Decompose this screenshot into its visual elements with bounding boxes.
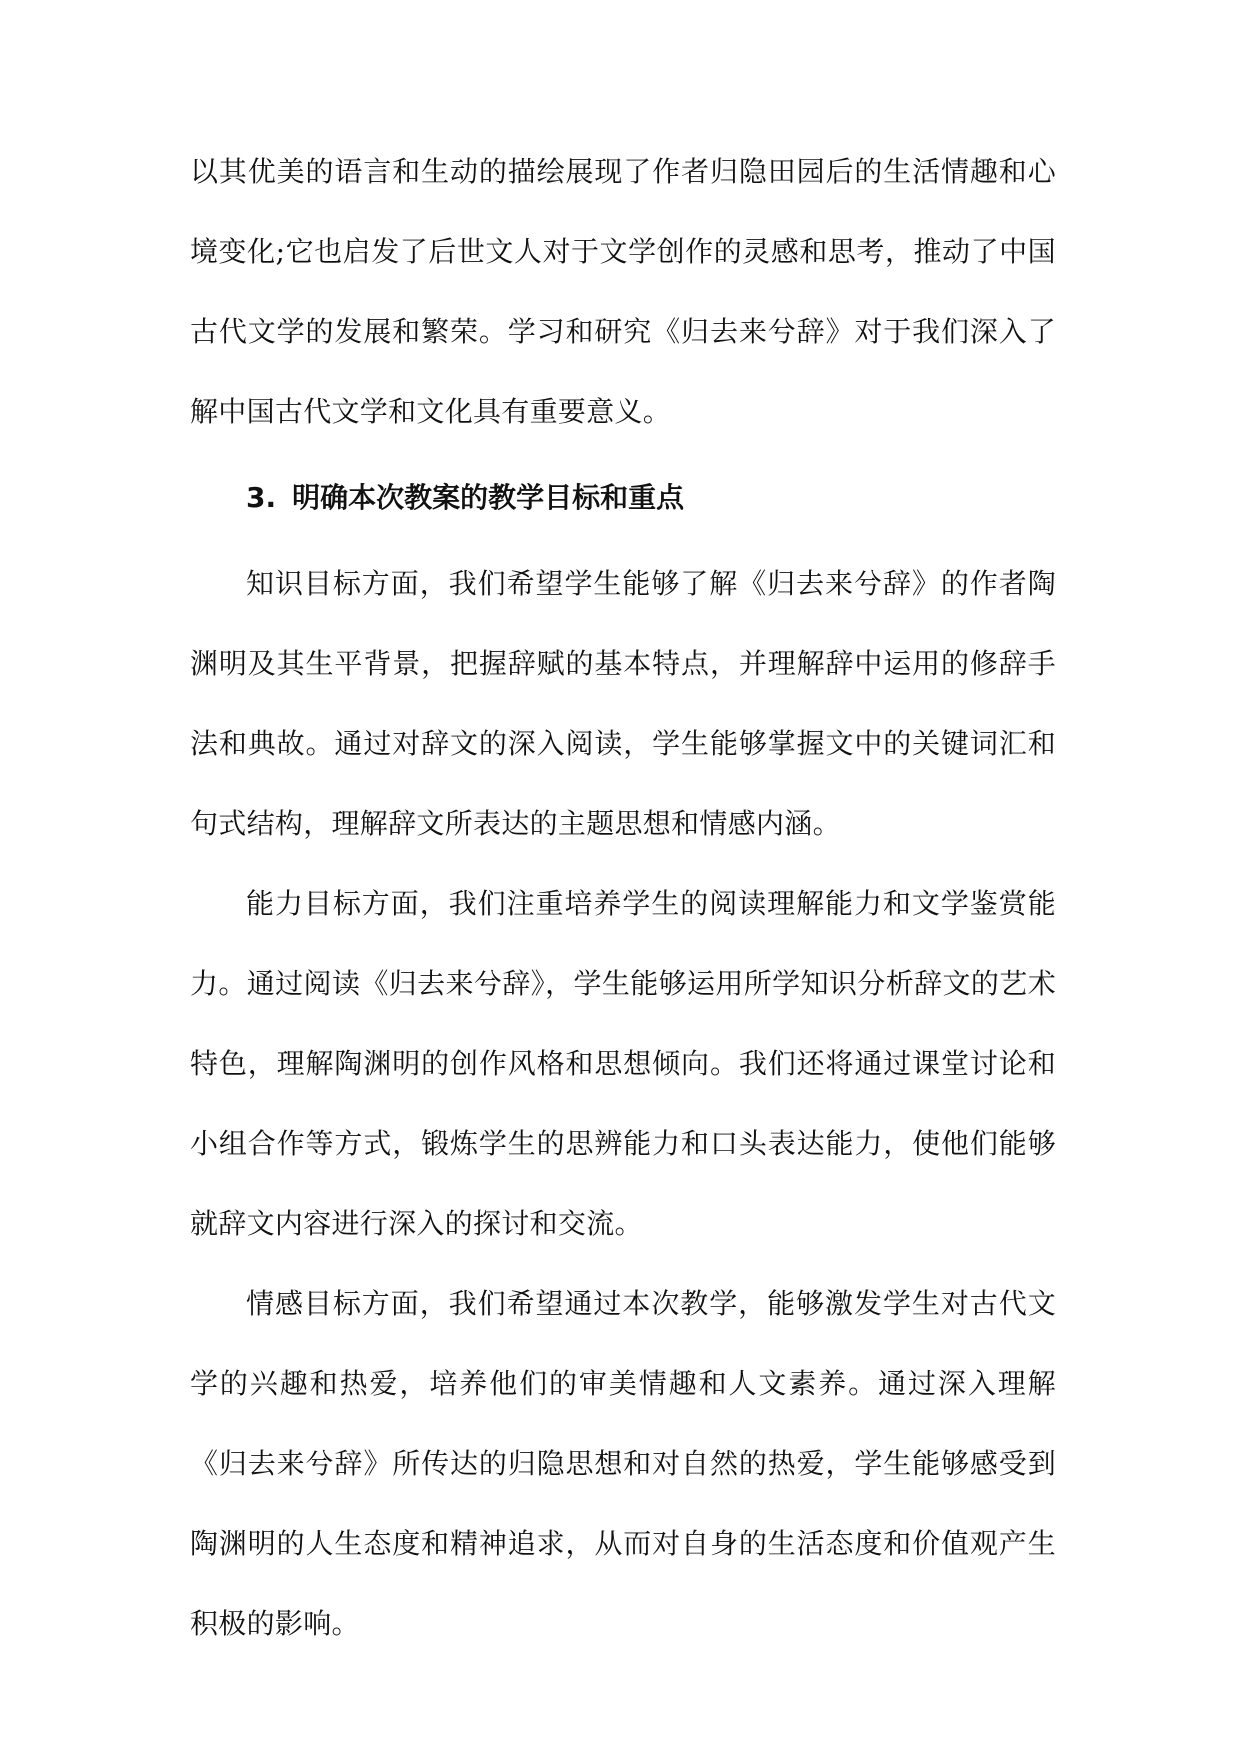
section-number: 3. (246, 481, 277, 514)
intro-continuation-block (190, 132, 1056, 452)
section-heading (246, 468, 684, 528)
section-title: 明确本次教案的教学目标和重点 (292, 481, 685, 514)
emotion-goal-block (190, 1264, 1056, 1664)
ability-goal-block (190, 864, 1056, 1264)
emotion-goal-paragraph: 情感目标方面，我们希望通过本次教学，能够激发学生对古代文学的兴趣和热爱，培养他们的审美情趣和人文素养。通过深入理解《归去来兮辞》所传达的归隐思想和对自然的热爱，学生能够感受到陶渊明的人生态度和精神追求，从而对自身的生活态度和价值观产生积极的影响。 (190, 1287, 1056, 1640)
ability-goal-paragraph: 能力目标方面，我们注重培养学生的阅读理解能力和文学鉴赏能力。通过阅读《归去来兮辞》，学生能够运用所学知识分析辞文的艺术特色，理解陶渊明的创作风格和思想倾向。我们还将通过课堂讨论和小组合作等方式，锻炼学生的思辨能力和口头表达能力，使他们能够就辞文内容进行深入的探讨和交流。 (190, 887, 1056, 1240)
knowledge-goal-paragraph: 知识目标方面，我们希望学生能够了解《归去来兮辞》的作者陶渊明及其生平背景，把握辞赋的基本特点，并理解辞中运用的修辞手法和典故。通过对辞文的深入阅读，学生能够掌握文中的关键词汇和句式结构，理解辞文所表达的主题思想和情感内涵。 (190, 567, 1056, 840)
knowledge-goal-block (190, 544, 1056, 864)
intro-continuation-paragraph: 以其优美的语言和生动的描绘展现了作者归隐田园后的生活情趣和心境变化;它也启发了后世文人对于文学创作的灵感和思考，推动了中国古代文学的发展和繁荣。学习和研究《归去来兮辞》对于我们深入了解中国古代文学和文化具有重要意义。 (190, 155, 1056, 428)
